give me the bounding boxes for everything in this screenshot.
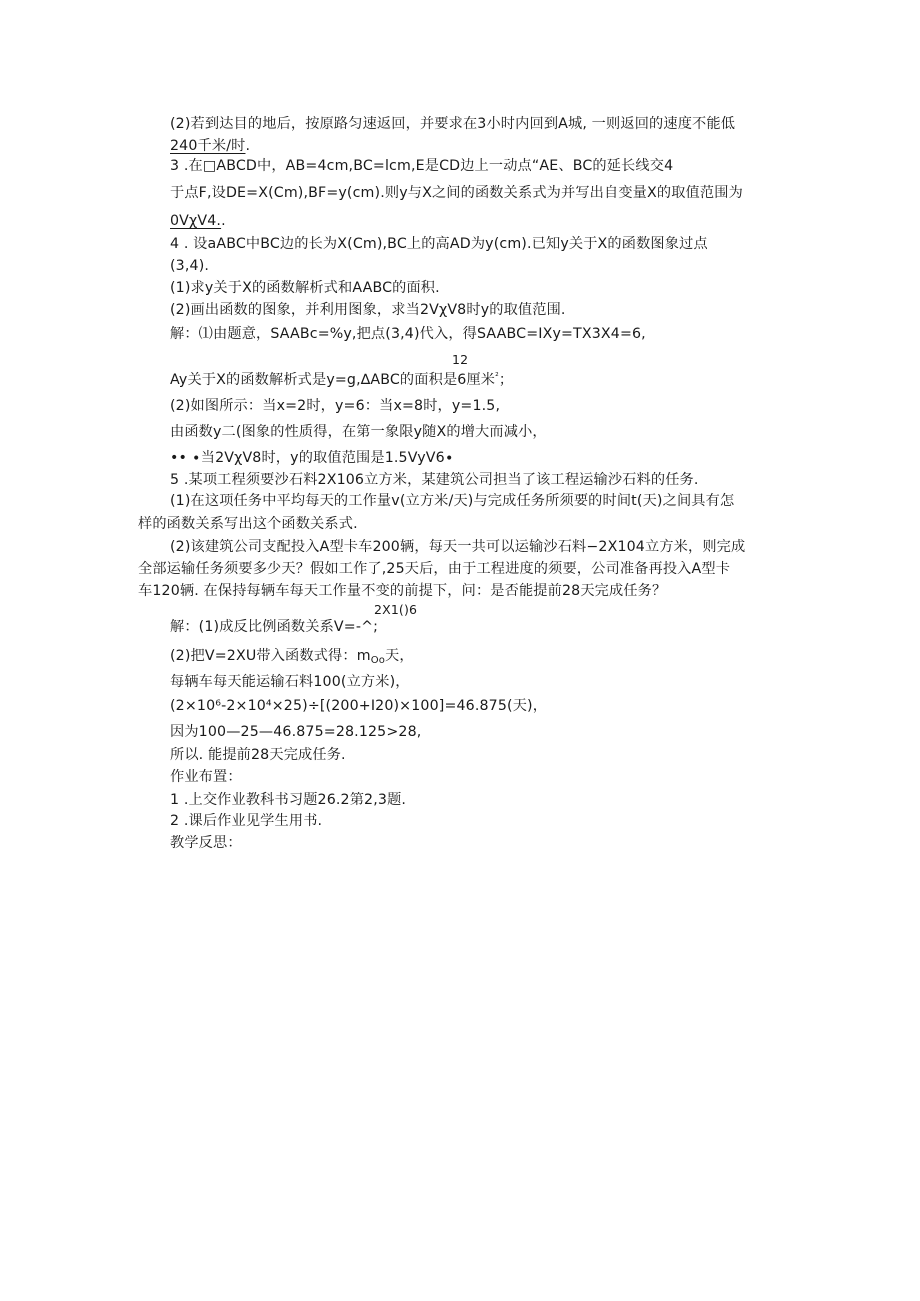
fraction-fragment: 12 [452,352,469,367]
text-line: 3 .在□ABCD中，AB=4cm,BC=lcm,E是CD边上一动点“AE、BC的延长线交4 [170,158,674,174]
text-line: (1)在这项任务中平均每天的工作量v(立方米/天)与完成任务所须要的时间t(天)之间具有怎 [170,493,735,509]
text-line [170,646,414,671]
subscript: Oo [370,655,385,666]
text-line [170,136,250,156]
text-fragment: 天， [385,648,414,664]
text-line: 车120辆. 在保持每辆车每天工作量不变的前提下，问：是否能提前28天完成任务？ [138,583,667,599]
text-line: (2)该建筑公司支配投入A型卡车200辆，每天一共可以运输沙石料−2X104立方米，则完成 [170,539,746,555]
text-line: 2 .课后作业见学生用书. [170,813,323,829]
text-line [170,211,226,231]
text-fragment: . [221,213,226,229]
text-line: (2)如图所示：当x=2时，y=6：当x=8时，y=1.5, [170,398,501,414]
text-line: 1 .上交作业教科书习题26.2第2,3题. [170,792,407,808]
underlined-answer: 0VχV4. [170,213,222,229]
text-line: (2)若到达目的地后，按原路匀速返回，并要求在3小时内回到A城, 一则返回的速度不能低 [170,116,736,132]
text-line: 所以. 能提前28天完成任务. [170,747,346,763]
text-line [170,367,513,390]
text-line: (1)求y关于X的函数解析式和AABC的面积. [170,280,440,296]
text-line: (2)画出函数的图象，并利用图象，求当2VχV8时y的取值范围. [170,302,566,318]
text-line: 样的函数关系写出这个函数关系式. [138,516,358,532]
text-line: (3,4). [170,258,210,274]
text-line: 解：⑴由题意，SAABc=%y,把点(3,4)代入，得SAABC=IXy=TX3X4=6, [170,326,646,342]
fraction-fragment: 2X1()6 [374,602,418,617]
text-line: 作业布置： [170,769,242,785]
text-line: (2×10⁶-2×10⁴×25)÷[(200+I20)×100]=46.875(天)， [170,698,548,714]
text-line: 由函数y二(图象的性质得，在第一象限y随X的增大而减小， [170,424,547,440]
text-fragment: ； [498,372,514,388]
text-line: 教学反思： [170,835,242,851]
text-line: 解：(1)成反比例函数关系V=-^; [170,619,379,635]
text-fragment: Ay关于X的函数解析式是y=g,∆ABC的面积是6厘米 [170,372,496,388]
text-line: 每辆车每天能运输石料100(立方米)， [170,674,410,690]
text-line: •• ∙当2VχV8时，y的取值范围是1.5VyV6∙ [170,450,454,466]
superscript: ² [495,372,499,382]
text-line: 4 . 设aABC中BC边的长为X(Cm),BC上的高AD为y(cm).已知y关于X的函数图象过点 [170,236,708,252]
text-line: 5 .某项工程须要沙石料2X106立方米，某建筑公司担当了该工程运输沙石料的任务. [170,472,699,488]
text-line: 于点F,设DE=X(Cm),BF=y(cm).则y与X之间的函数关系式为并写出自变量X的取值范围为 [170,185,743,201]
text-fragment: . [245,138,251,154]
text-line: 因为100—25—46.875=28.125>28, [170,724,422,740]
text-line: 全部运输任务须要多少天？假如工作了,25天后，由于工程进度的须要，公司准备再投入A型卡 [138,561,731,577]
underlined-answer: 240千米/时 [170,138,246,154]
text-fragment: (2)把V=2XU带入函数式得：m [170,648,371,664]
